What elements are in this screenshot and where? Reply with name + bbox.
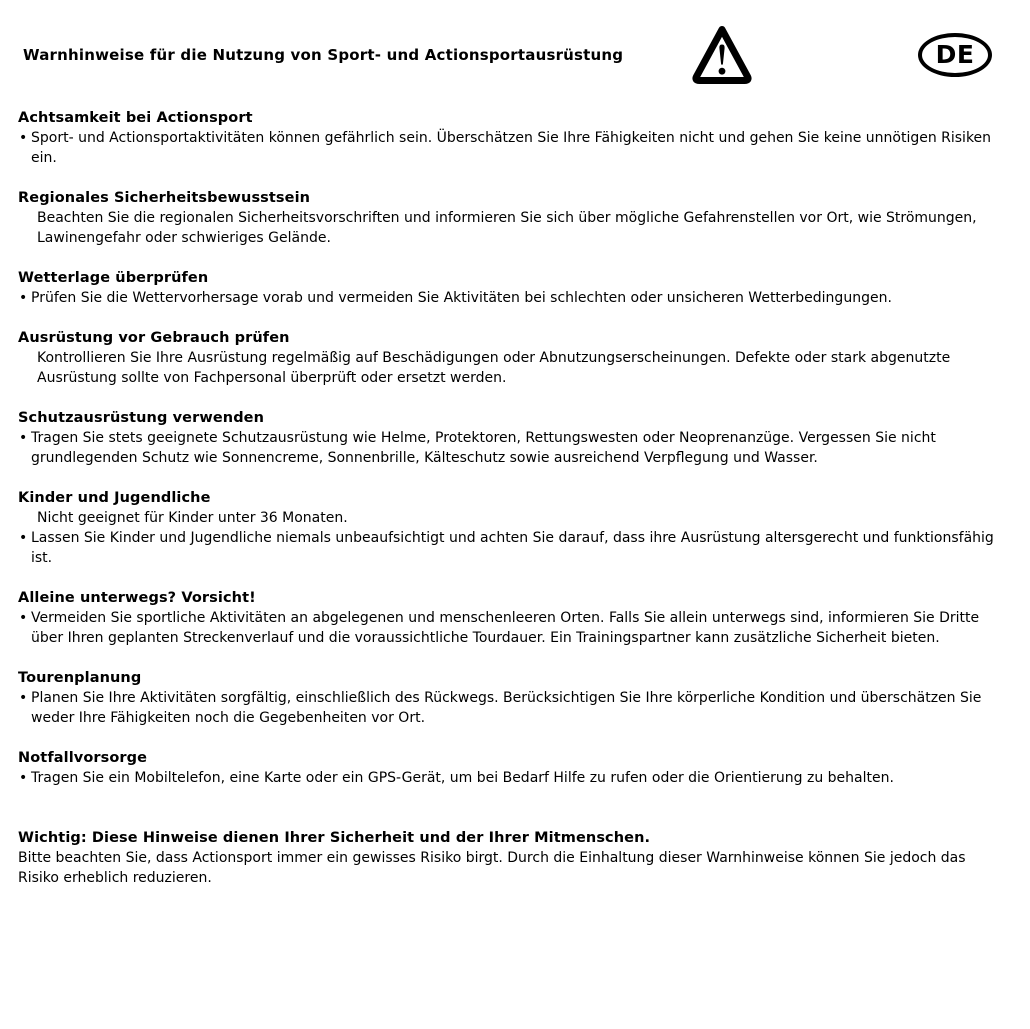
section-items — [18, 428, 1000, 468]
section-item — [18, 608, 1000, 648]
page-title: Warnhinweise für die Nutzung von Sport- und Actionsportausrüstung — [23, 46, 624, 64]
section-item — [18, 348, 1000, 388]
warning-section — [18, 488, 1000, 568]
warning-section — [18, 268, 1000, 308]
item-text: Planen Sie Ihre Aktivitäten sorgfältig, einschließlich des Rückwegs. Berücksichtigen Sie Ihre körperliche Kondition und überschätzen Sie weder Ihre Fähigkeiten noch die Gegebenheiten vor Ort. — [31, 690, 982, 726]
section-item — [18, 208, 1000, 248]
bullet-marker-icon: • — [19, 290, 28, 306]
bullet-marker-icon: • — [19, 770, 28, 786]
warning-section — [18, 328, 1000, 388]
footer-important-text: Wichtig: Diese Hinweise dienen Ihrer Sicherheit und der Ihrer Mitmenschen. — [18, 830, 651, 846]
bullet-marker-icon: • — [19, 530, 28, 546]
section-item — [18, 288, 1000, 308]
warning-section — [18, 408, 1000, 468]
section-heading: Wetterlage überprüfen — [18, 270, 209, 286]
section-heading: Schutzausrüstung verwenden — [18, 410, 265, 426]
section-heading: Ausrüstung vor Gebrauch prüfen — [18, 330, 290, 346]
section-item — [18, 768, 1000, 788]
section-items — [18, 348, 1000, 388]
section-item — [18, 428, 1000, 468]
language-badge-label: DE — [935, 40, 975, 69]
document-footer — [18, 828, 1000, 888]
item-text: Vermeiden Sie sportliche Aktivitäten an abgelegenen und menschenleeren Orten. Falls Sie allein unterwegs sind, informieren Sie Dritte über Ihren geplanten Streckenverlauf und die voraussichtliche Tourdauer. Ein Trainingspartner kann zusätzliche Sicherheit bieten. — [31, 610, 980, 646]
section-heading: Alleine unterwegs? Vorsicht! — [18, 590, 256, 606]
footer-note-text: Bitte beachten Sie, dass Actionsport immer ein gewisses Risiko birgt. Durch die Einhaltung dieser Warnhinweise können Sie jedoch das Risiko erheblich reduzieren. — [18, 850, 966, 886]
section-heading: Notfallvorsorge — [18, 750, 148, 766]
section-items — [18, 608, 1000, 648]
section-items — [18, 208, 1000, 248]
item-text: Kontrollieren Sie Ihre Ausrüstung regelmäßig auf Beschädigungen oder Abnutzungserscheinungen. Defekte oder stark abgenutzte Ausrüstung sollte von Fachpersonal überprüft oder ersetzt werden. — [37, 350, 951, 386]
warning-triangle-icon — [691, 23, 753, 87]
warning-section — [18, 588, 1000, 648]
bullet-marker-icon: • — [19, 610, 28, 626]
item-text: Lassen Sie Kinder und Jugendliche niemals unbeaufsichtigt und achten Sie darauf, dass ihre Ausrüstung altersgerecht und funktionsfähig ist. — [31, 530, 994, 566]
section-items — [18, 128, 1000, 168]
section-item — [18, 508, 1000, 528]
document-header — [18, 22, 1000, 88]
section-items — [18, 508, 1000, 568]
item-text: Beachten Sie die regionalen Sicherheitsvorschriften und informieren Sie sich über mögliche Gefahrenstellen vor Ort, wie Strömungen, Lawinengefahr oder schwieriges Gelände. — [37, 210, 977, 246]
section-item — [18, 528, 1000, 568]
warning-section — [18, 188, 1000, 248]
warning-section — [18, 108, 1000, 168]
section-items — [18, 768, 1000, 788]
item-text: Tragen Sie stets geeignete Schutzausrüstung wie Helme, Protektoren, Rettungswesten oder Neoprenanzüge. Vergessen Sie nicht grundlegenden Schutz wie Sonnencreme, Sonnenbrille, Kälteschutz sowie ausreichend Verpflegung und Wasser. — [31, 430, 936, 466]
warning-section — [18, 668, 1000, 728]
section-items — [18, 688, 1000, 728]
item-text: Sport- und Actionsportaktivitäten können gefährlich sein. Überschätzen Sie Ihre Fähigkeiten nicht und gehen Sie keine unnötigen Risiken ein. — [31, 130, 992, 166]
section-heading: Achtsamkeit bei Actionsport — [18, 110, 253, 126]
bullet-marker-icon: • — [19, 430, 28, 446]
warning-section — [18, 748, 1000, 788]
section-heading: Regionales Sicherheitsbewusstsein — [18, 190, 311, 206]
section-heading: Kinder und Jugendliche — [18, 490, 211, 506]
item-text: Prüfen Sie die Wettervorhersage vorab und vermeiden Sie Aktivitäten bei schlechten oder unsicheren Wetterbedingungen. — [31, 290, 892, 306]
language-badge — [918, 33, 992, 77]
section-items — [18, 288, 1000, 308]
item-text: Tragen Sie ein Mobiltelefon, eine Karte oder ein GPS-Gerät, um bei Bedarf Hilfe zu rufen oder die Orientierung zu behalten. — [31, 770, 894, 786]
section-item — [18, 688, 1000, 728]
section-heading: Tourenplanung — [18, 670, 142, 686]
item-text: Nicht geeignet für Kinder unter 36 Monaten. — [37, 510, 348, 526]
bullet-marker-icon: • — [19, 130, 28, 146]
warning-sections — [18, 108, 1000, 788]
bullet-marker-icon: • — [19, 690, 28, 706]
section-item — [18, 128, 1000, 168]
